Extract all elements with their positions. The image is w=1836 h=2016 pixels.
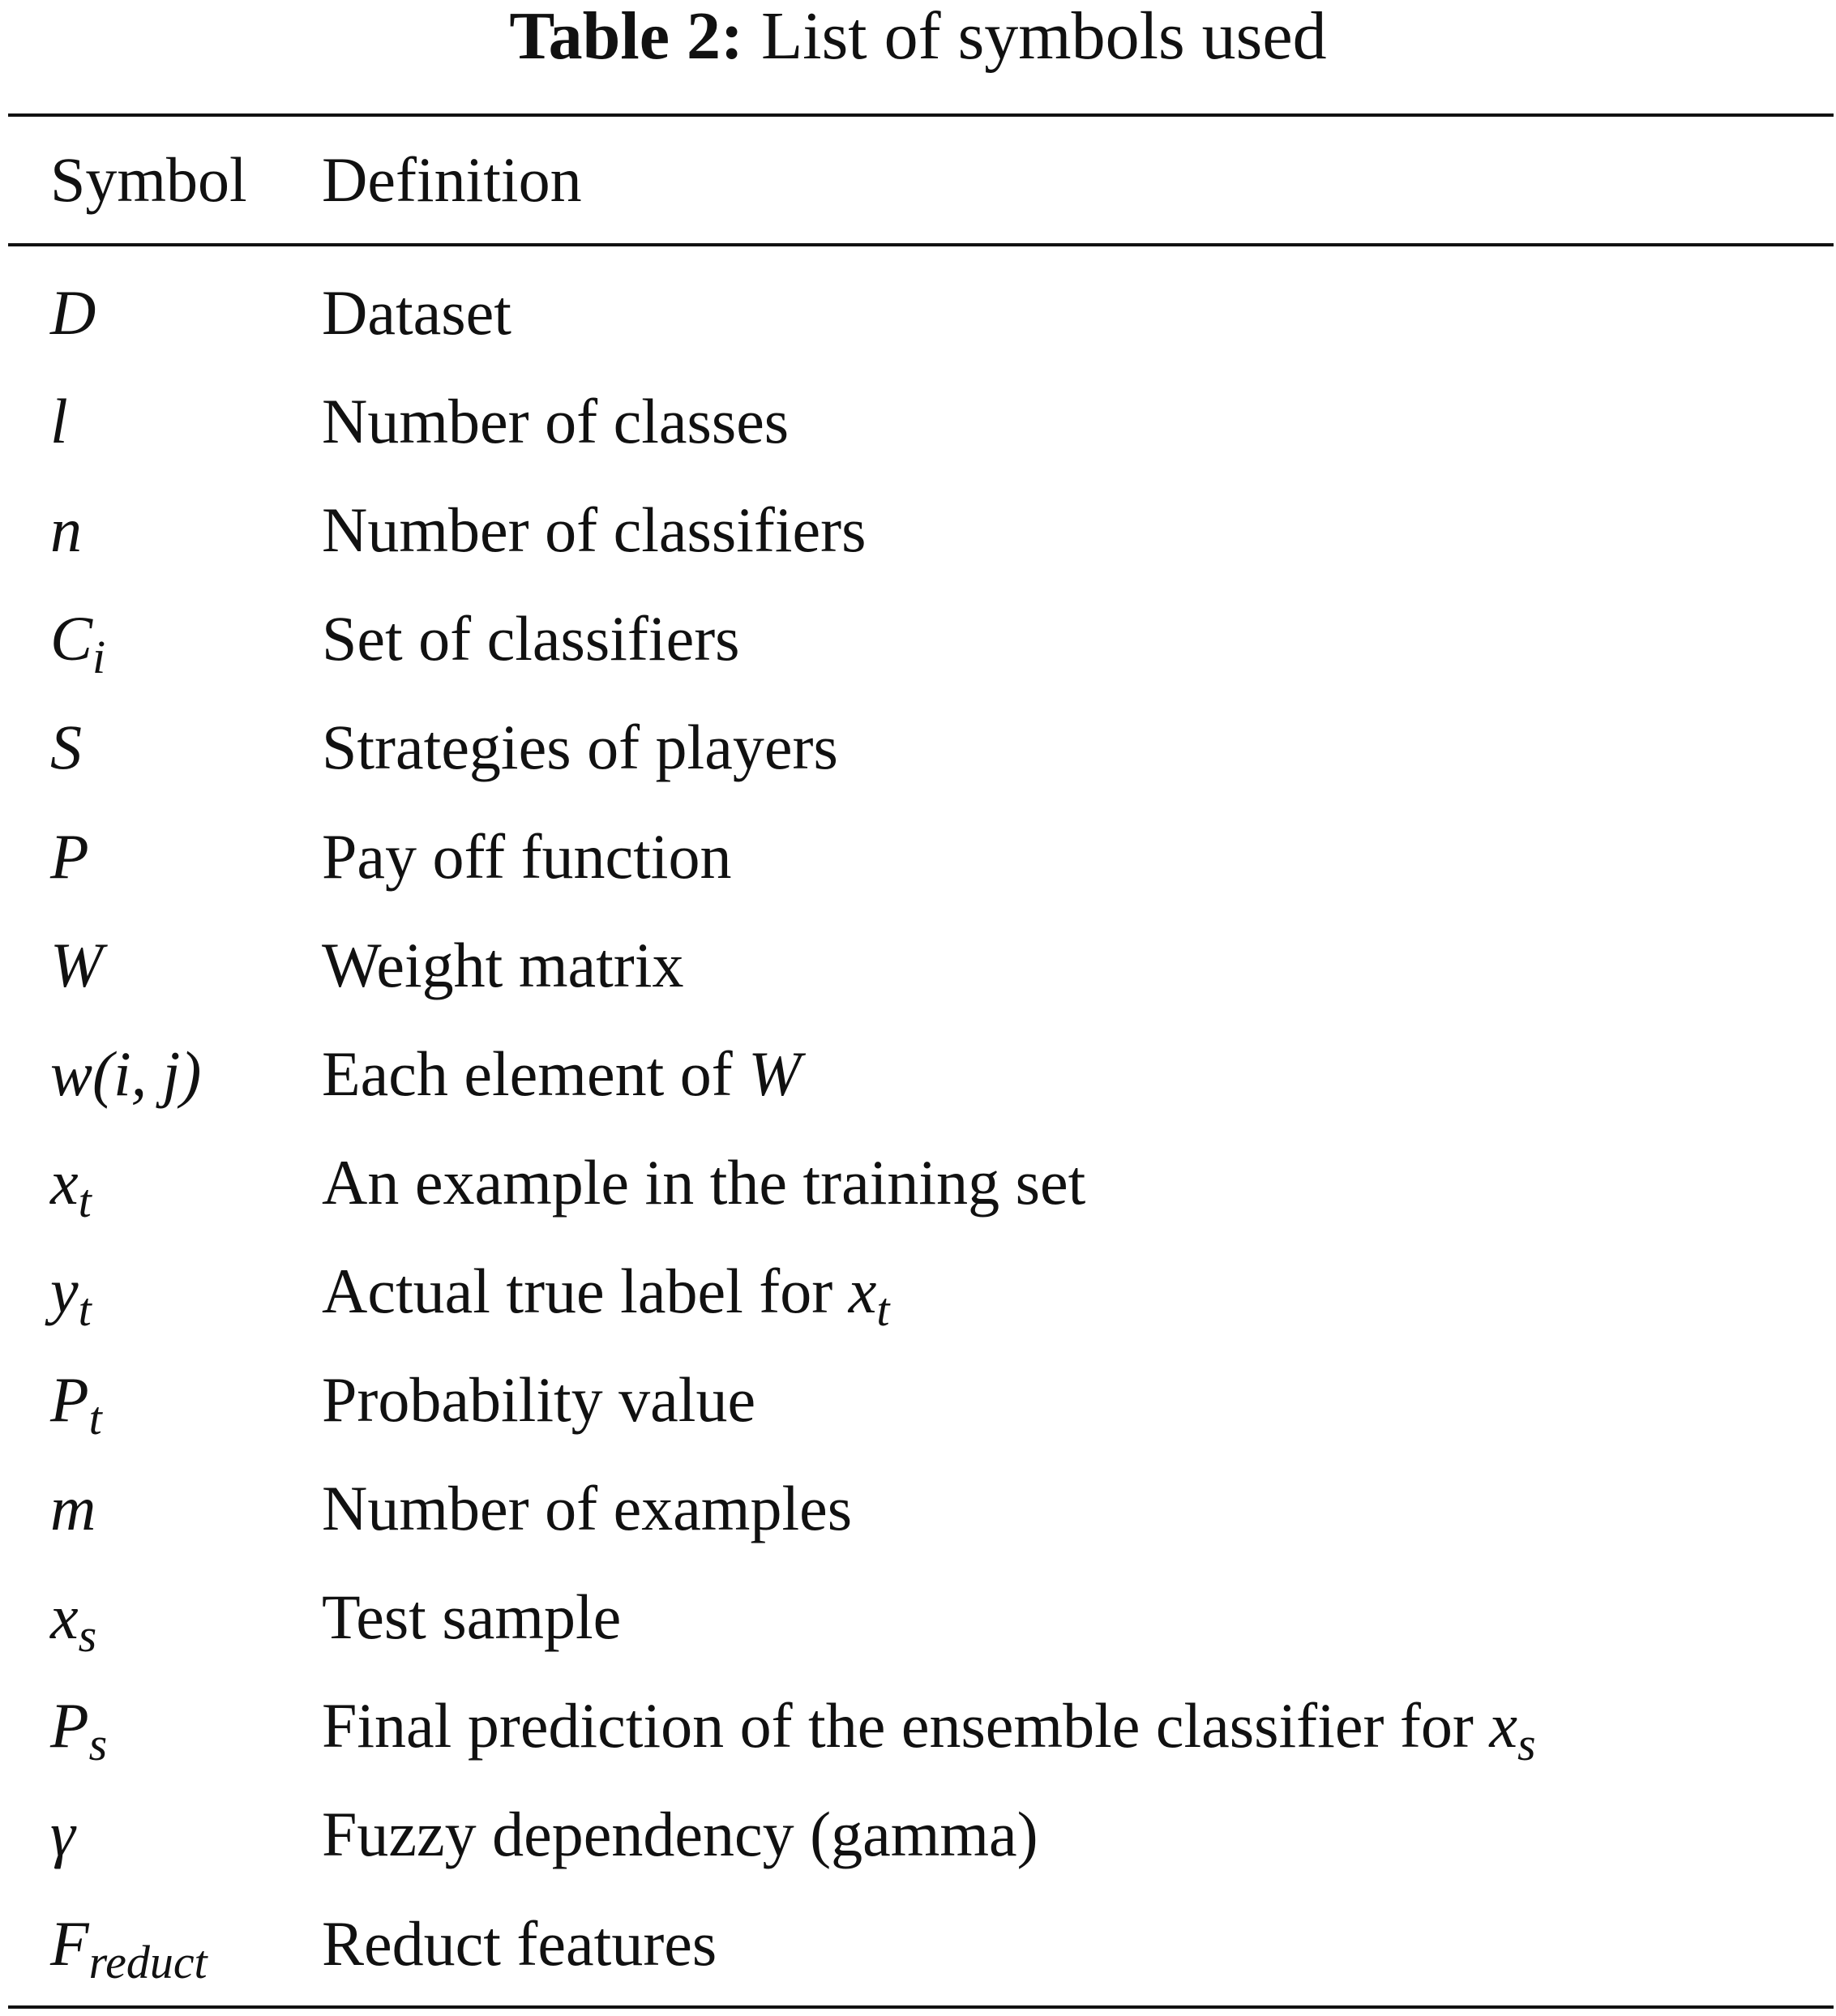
symbol: P — [50, 1690, 89, 1761]
symbol-subscript: reduct — [88, 1935, 208, 1988]
definition-text: Reduct features — [322, 1907, 717, 1979]
symbol-cell — [50, 476, 82, 584]
symbol-cell — [50, 803, 89, 911]
table-header — [0, 126, 1836, 234]
definition-subscript: t — [876, 1282, 890, 1336]
table-row — [0, 1563, 1836, 1671]
top-rule — [8, 113, 1834, 117]
symbol-cell — [50, 367, 68, 476]
definition-cell — [322, 911, 683, 1020]
table-row — [0, 476, 1836, 584]
definition-text: Actual true label for — [322, 1255, 849, 1326]
definition-cell — [322, 1020, 801, 1128]
table-row — [0, 1671, 1836, 1780]
table-row — [0, 259, 1836, 367]
definition-text: Number of classes — [322, 386, 790, 457]
definition-cell — [322, 584, 740, 693]
header-rule — [8, 243, 1834, 246]
definition-text: Dataset — [322, 277, 511, 348]
definition-symbol: x — [1489, 1690, 1517, 1761]
symbol-subscript: t — [78, 1282, 92, 1336]
symbol-cell — [50, 1671, 107, 1780]
symbol-subscript: s — [78, 1609, 97, 1663]
definition-cell — [322, 1237, 889, 1346]
definition-cell — [322, 1890, 717, 1998]
symbol-cell — [50, 584, 105, 693]
definition-text: Set of classifiers — [322, 603, 740, 674]
symbol: x — [50, 1582, 79, 1653]
symbol-cell — [50, 1454, 96, 1563]
symbol: F — [50, 1907, 89, 1979]
symbol: w(i, j) — [50, 1038, 202, 1109]
definition-cell — [322, 1780, 1038, 1889]
definition-text: An example in the training set — [322, 1146, 1086, 1218]
definition-text: Strategies of players — [322, 712, 838, 783]
symbol-subscript: t — [88, 1392, 102, 1445]
symbol: x — [50, 1146, 79, 1218]
symbol-subscript: i — [92, 631, 106, 684]
definition-cell — [322, 1454, 852, 1563]
table-row — [0, 367, 1836, 476]
symbol-cell — [50, 1780, 75, 1889]
definition-text: Pay off function — [322, 820, 732, 892]
symbol-cell — [50, 1237, 92, 1346]
table-row — [0, 911, 1836, 1020]
definition-text: Probability value — [322, 1364, 756, 1435]
symbol: γ — [50, 1799, 75, 1870]
table-row — [0, 1780, 1836, 1889]
symbol: P — [50, 820, 89, 892]
definition-cell — [322, 476, 866, 584]
definition-subscript: s — [1517, 1718, 1536, 1771]
header-definition: Definition — [322, 144, 582, 215]
symbol: C — [50, 603, 93, 674]
table-caption: List of symbols used — [760, 0, 1327, 74]
table-row — [0, 1890, 1836, 1998]
symbol-subscript: s — [88, 1718, 108, 1771]
table-row — [0, 584, 1836, 693]
table-title — [0, 0, 1836, 73]
table-row — [0, 1237, 1836, 1346]
symbol-cell — [50, 1563, 96, 1671]
definition-text: Number of examples — [322, 1473, 853, 1544]
definition-cell — [322, 367, 789, 476]
table-row — [0, 1454, 1836, 1563]
symbol-cell — [50, 1346, 102, 1454]
table-row — [0, 1128, 1836, 1237]
table-row — [0, 693, 1836, 802]
symbol-cell — [50, 1128, 92, 1237]
symbol-cell — [50, 1890, 208, 1998]
symbol-cell — [50, 911, 103, 1020]
definition-text: Final prediction of the ensemble classifier for — [322, 1690, 1490, 1761]
symbol: y — [50, 1255, 79, 1326]
symbol-subscript: t — [78, 1174, 92, 1227]
bottom-rule — [8, 2005, 1834, 2009]
definition-cell — [322, 259, 511, 367]
symbol: P — [50, 1364, 89, 1435]
symbol: D — [50, 277, 96, 348]
symbol-cell — [50, 693, 82, 802]
symbol-cell — [50, 259, 96, 367]
definition-text: Each element of — [322, 1038, 749, 1109]
table-row — [0, 1020, 1836, 1128]
symbol-cell — [50, 1020, 201, 1128]
definition-symbol: W — [748, 1038, 802, 1109]
symbol: l — [50, 386, 68, 457]
definition-symbol: x — [848, 1255, 877, 1326]
symbol: W — [50, 929, 103, 1000]
symbol: S — [50, 712, 82, 783]
symbol: m — [50, 1473, 96, 1544]
definition-cell — [322, 1563, 621, 1671]
definition-cell — [322, 693, 838, 802]
table-row — [0, 1346, 1836, 1454]
definition-text: Fuzzy dependency (gamma) — [322, 1799, 1038, 1870]
header-symbol: Symbol — [50, 144, 247, 215]
definition-cell — [322, 1671, 1536, 1780]
definition-cell — [322, 1128, 1085, 1237]
definition-text: Number of classifiers — [322, 494, 867, 566]
symbol: n — [50, 494, 82, 566]
table-label: Table 2: — [509, 0, 743, 74]
definition-cell — [322, 803, 731, 911]
definition-cell — [322, 1346, 755, 1454]
definition-text: Weight matrix — [322, 929, 684, 1000]
definition-text: Test sample — [322, 1582, 622, 1653]
table-row — [0, 803, 1836, 911]
